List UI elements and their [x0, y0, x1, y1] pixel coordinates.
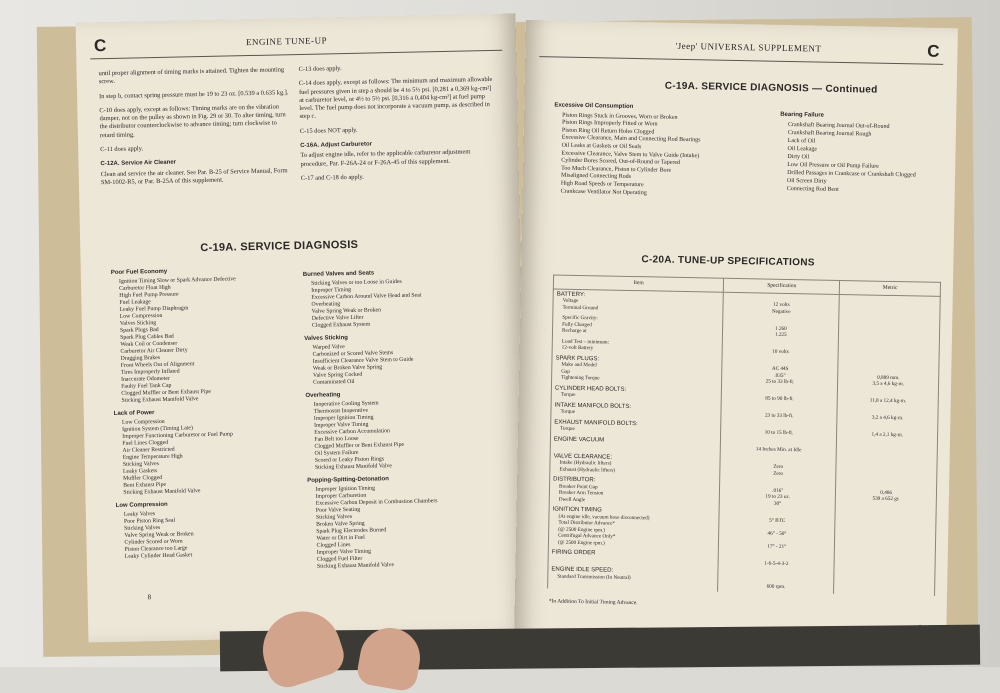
- spec-value: 1.260: [775, 325, 787, 332]
- list-item: Clogged Lines: [316, 542, 351, 549]
- list-item: Oil Leaks at Gaskets or Oil Seals: [561, 142, 642, 151]
- list-item: Improper Valve Timing: [313, 421, 369, 429]
- list-item: Crankshaft Bearing Journal Rough: [787, 129, 872, 138]
- spec-sub-label: Torque: [560, 425, 575, 432]
- metric-value-cell: [835, 510, 936, 555]
- subsection-title: C-12A. Service Air Cleaner: [100, 159, 177, 168]
- metric-value: 1,4 a 2,1 kg-m.: [871, 431, 904, 439]
- spec-value: 12 volts: [773, 301, 790, 309]
- spec-item-label: INTAKE MANIFOLD BOLTS:: [554, 402, 632, 410]
- subsection-title: Bearing Failure: [780, 111, 824, 119]
- spec-value-cell: [719, 478, 836, 510]
- list-item: Inaccurate Odometer: [120, 375, 170, 383]
- spec-item-label: VALVE CLEARANCE:: [553, 453, 613, 461]
- subsection-title: Excessive Oil Consumption: [554, 102, 634, 110]
- spec-sub-label: Breaker Arm Tension: [558, 489, 604, 497]
- metric-value-cell: [838, 341, 939, 360]
- paragraph: Clean and service the air cleaner. See Par. B-25 of Service Manual, Form SM-1002-R5, or Par. B-25A of this supplement.: [100, 166, 288, 187]
- spec-value: 1-6-5-4-3-2: [764, 560, 789, 567]
- diagnosis-category-title: Valves Sticking: [304, 335, 348, 342]
- list-item: Excessive Carbon Deposit in Combustion Chambers: [315, 498, 438, 507]
- spec-value-cell: [719, 508, 836, 553]
- right-page: [514, 20, 958, 648]
- page-number: 8: [147, 593, 152, 602]
- list-item: Poor Piston Ring Seal: [123, 517, 176, 525]
- list-item: Fuel Leakage: [119, 299, 151, 306]
- list-item: Ignition System (Timing Late): [122, 425, 193, 433]
- spec-item-cell: [552, 353, 723, 386]
- list-item: Front Wheels Out of Alignment: [120, 361, 195, 369]
- list-item: Carburetor Air Cleaner Dirty: [120, 347, 188, 355]
- list-item: Warped Valve: [312, 344, 345, 351]
- diagnosis-title: C-19A. SERVICE DIAGNOSIS: [200, 238, 359, 255]
- diagnosis-continued-title: C-19A. SERVICE DIAGNOSIS — Continued: [664, 80, 878, 96]
- metric-value: [842, 333, 936, 341]
- list-item: Crankshaft Bearing Journal Out-of-Round: [787, 121, 890, 130]
- list-item: Inoperative Cooling System: [313, 400, 379, 408]
- list-item: Improper Timing: [311, 286, 352, 294]
- spec-sub-label: Tightening Torque: [561, 374, 600, 382]
- bearing-failure-list: [787, 121, 950, 196]
- spacer: [838, 555, 932, 563]
- list-item: Fuel Lines Clogged: [122, 439, 169, 447]
- spec-sub-label: Gap: [561, 368, 570, 375]
- text-column-2: [299, 62, 498, 189]
- metric-value: [840, 472, 934, 480]
- spec-item-label: FIRING ORDER: [551, 549, 596, 557]
- metric-value: [843, 310, 937, 318]
- spec-sub-label: 12-volt Battery: [561, 344, 594, 352]
- spec-sub-label: Fully Charged: [562, 321, 592, 328]
- spec-item-label: ENGINE VACUUM: [553, 436, 605, 443]
- spec-value-cell: [721, 403, 837, 422]
- list-item: Leaky Valves: [123, 511, 156, 518]
- list-item: Valve Spring Weak or Broken: [311, 307, 382, 315]
- list-item: Drilled Passages in Crankcase or Crankshaft Clogged: [787, 169, 916, 179]
- spec-value: 10 to 15 lb-ft.: [764, 429, 794, 437]
- diagnosis-column-1: [111, 262, 297, 567]
- spec-item-label: CYLINDER HEAD BOLTS:: [554, 385, 627, 393]
- diagnosis-column-2: [303, 264, 505, 577]
- paragraph: C-13 does apply.: [298, 65, 342, 74]
- list-item: Thermostat Inoperative: [313, 407, 369, 415]
- spec-sub-label: Voltage: [562, 297, 579, 304]
- spec-sub-label: Total Distributor Advance*: [558, 519, 616, 527]
- list-item: Dragging Brakes: [120, 354, 161, 362]
- paragraph: until proper alignment of timing marks is attained. Tighten the mounting screw.: [98, 66, 285, 86]
- list-item: Sticking Exhaust Manifold Valve: [316, 562, 395, 570]
- spec-value: AC 44S: [771, 365, 789, 373]
- spec-item-cell: [548, 504, 719, 550]
- list-item: Piston Rings Stuck in Grooves, Worn or Broken: [562, 112, 678, 121]
- spec-sub-label: Standard Transmission (In Neutral): [557, 573, 631, 581]
- table-row: [548, 504, 936, 554]
- paragraph: C-14 does apply, except as follows: The minimum and maximum allowable fuel pressures given in step a should be 4 to 5½ psi. [0,281 a 0,369 kg-cm²] at carburetor level, or 4½ to 5½ psi. [0,316 a 0,404 kg-cm²] at fuel pump level. The fuel pump does not incorporate a vacuum pump, as described in step c.: [298, 76, 493, 121]
- list-item: Sticking Exhaust Manifold Valve: [314, 463, 392, 471]
- metric-value-cell: [837, 439, 938, 458]
- metric-value: 0,889 mm.: [877, 374, 900, 381]
- list-item: High Road Speeds or Temperature: [560, 180, 644, 189]
- column-header: Specification: [724, 278, 840, 294]
- list-item: Muffler Clogged: [123, 474, 163, 482]
- list-item: Excessive Carbon Around Valve Head and Seat: [311, 292, 422, 301]
- spec-value-cell: [718, 568, 835, 594]
- spec-sub-label: Make and Model: [561, 361, 597, 369]
- list-item: Leaky Fuel Pump Diaphragm: [119, 305, 189, 313]
- spec-value: 25 to 33 lb-ft.: [765, 378, 795, 386]
- left-page: [76, 13, 529, 642]
- metric-value-cell: [834, 553, 935, 572]
- list-item: Spark Plugs Bad: [119, 327, 159, 334]
- spec-sub-label: (At engine idle, vacuum hose disconnected): [558, 513, 650, 521]
- list-item: Carbonized or Scored Valve Stems: [312, 350, 394, 358]
- spacer: [840, 442, 934, 450]
- metric-value-cell: [838, 388, 939, 407]
- section-letter: C: [93, 36, 107, 56]
- tune-up-spec-table: [547, 274, 941, 595]
- bearing-failure-column: [779, 107, 951, 202]
- spec-sub-label: Recharge at: [561, 327, 587, 335]
- list-item: Valve Spring Cocked: [312, 371, 363, 379]
- list-item: Improper Ignition Timing: [315, 485, 376, 493]
- spec-sub-label: Torque: [560, 408, 576, 415]
- spec-value: 5° BTC: [769, 517, 786, 524]
- spec-sub-label: Torque: [560, 391, 576, 398]
- list-item: Spark Plug Electrodes Burned: [316, 527, 387, 535]
- diagnosis-category-title: Popping-Spitting-Detonation: [307, 476, 389, 484]
- list-item: Valve Spring Weak or Broken: [124, 531, 194, 539]
- spec-table-title: C-20A. TUNE-UP SPECIFICATIONS: [641, 254, 815, 269]
- diagnosis-list: [315, 483, 505, 571]
- spec-value-cell: [721, 386, 837, 405]
- metric-value-cell: [839, 318, 940, 343]
- metric-value-cell: [836, 480, 937, 512]
- spec-item-label: DISTRIBUTOR:: [553, 476, 596, 484]
- spec-value-cell: [723, 292, 840, 318]
- metric-value: 0,406: [880, 489, 893, 496]
- metric-value: 11,8 a 12,4 kg-m.: [869, 397, 907, 405]
- diagnosis-category-title: Burned Valves and Seats: [302, 270, 375, 278]
- spec-value: 46° - 50°: [767, 530, 787, 537]
- list-item: Clogged Muffler or Bent Exhaust Pipe: [314, 441, 405, 450]
- spec-sub-label: Dwell Angle: [558, 496, 586, 503]
- spec-value: Negative: [771, 308, 791, 315]
- list-item: Tires Improperly Inflated: [120, 368, 180, 376]
- list-item: Improper Carburetion: [315, 492, 367, 500]
- spec-value-cell: [723, 316, 840, 342]
- spec-value: 1.225: [774, 331, 787, 338]
- spec-item-label: BATTERY:: [556, 291, 586, 298]
- metric-value: [842, 350, 936, 358]
- list-item: Too Much Clearance, Piston to Cylinder Bore: [561, 165, 672, 174]
- list-item: Bent Exhaust Pipe: [123, 481, 167, 489]
- spec-sub-label: Breaker Point Gap: [558, 483, 598, 490]
- list-item: Water or Dirt in Fuel: [316, 534, 365, 542]
- metric-value: [837, 585, 931, 593]
- spec-value-cell: [720, 454, 837, 480]
- spec-value: 23 to 33 lb-ft.: [764, 412, 794, 420]
- spec-sub-label: Load Test – minimum:: [561, 338, 610, 346]
- list-item: Sticking Exhaust Manifold Valve: [121, 396, 199, 404]
- subsection-title: C-16A. Adjust Carburetor: [300, 141, 373, 150]
- spec-value: 10 volts: [772, 348, 789, 356]
- list-item: Contaminated Oil: [313, 378, 355, 386]
- spec-item-label: IGNITION TIMING: [552, 506, 602, 514]
- list-item: Cylinder Bores Scored, Out-of-Round or Tapered: [561, 157, 681, 167]
- spec-value: 17° - 21°: [767, 543, 787, 550]
- paragraph: C-11 does apply.: [100, 145, 144, 154]
- diagnosis-list: [312, 341, 501, 387]
- metric-value: [838, 545, 932, 553]
- list-item: Broken Valve Spring: [316, 520, 365, 528]
- page-header: ENGINE TUNE-UP: [245, 35, 328, 48]
- diagnosis-list: [119, 275, 294, 405]
- list-item: Connecting Rod Bent: [786, 185, 839, 193]
- spec-item-cell: [552, 312, 723, 339]
- metric-value: 539 a 652 gr.: [872, 495, 900, 503]
- list-item: Low Compression: [121, 418, 165, 426]
- diagnosis-list: [124, 508, 297, 561]
- header-rule: [90, 50, 502, 60]
- spec-item-label: EXHAUST MANIFOLD BOLTS:: [554, 419, 638, 427]
- paragraph: In step b, contact spring pressure must be 19 to 23 oz. [0.539 a 0.635 kg.].: [99, 88, 289, 100]
- metric-value-cell: [837, 405, 938, 424]
- list-item: High Fuel Pump Pressure: [119, 291, 179, 299]
- list-item: Low Compression: [119, 312, 163, 320]
- paragraph: C-15 does NOT apply.: [299, 126, 358, 135]
- list-item: Sticking Valves: [122, 461, 160, 468]
- spec-value: 14 Inches Min. at Idle: [755, 446, 802, 454]
- list-item: Oil System Failure: [314, 449, 359, 457]
- list-item: Defective Valve Lifter: [311, 314, 364, 322]
- spec-item-label: SPARK PLUGS:: [555, 355, 600, 362]
- column-header: Item: [553, 275, 723, 292]
- list-item: Insufficient Clearance Valve Stem to Guide: [312, 356, 414, 365]
- spec-value: 19 to 23 oz.: [765, 493, 790, 501]
- section-letter: C: [927, 41, 940, 61]
- spec-value: Zero: [773, 463, 784, 470]
- spec-sub-label: Specific Gravity:: [562, 314, 598, 322]
- list-item: Excessive Clearance, Valve Stem to Valve Guide (Intake): [561, 150, 700, 159]
- list-item: Clogged Exhaust System: [311, 321, 371, 329]
- list-item: Oil Leakage: [787, 145, 818, 153]
- spec-item-label: ENGINE IDLE SPEED:: [551, 566, 614, 574]
- list-item: Clogged Fuel Filter: [316, 555, 363, 563]
- diagnosis-category-title: Poor Fuel Economy: [110, 268, 168, 276]
- spec-value: .035": [774, 372, 786, 379]
- spec-sub-label: Intake (Hydraulic lifters): [559, 459, 612, 467]
- list-item: Improper Valve Timing: [316, 548, 372, 556]
- list-item: Engine Temperature High: [122, 453, 183, 461]
- list-item: Lack of Oil: [787, 137, 816, 145]
- list-item: Piston Ring Oil Return Holes Clogged: [561, 127, 655, 136]
- list-item: Misaligned Connecting Rods: [560, 172, 632, 181]
- list-item: Leaky Gaskets: [122, 468, 158, 475]
- metric-value: 3,2 a 4,6 kg-m.: [871, 414, 904, 422]
- list-item: Crankcase Ventilator Not Operating: [560, 188, 647, 196]
- paragraph: To adjust engine idle, refer to the applicable carburetor adjustment procedure, Par. F-26A-24 or F-26A-45 of this supplement.: [300, 148, 471, 168]
- metric-value-cell: [834, 570, 935, 595]
- list-item: Air Cleaner Restricted: [122, 446, 175, 454]
- metric-value: [839, 502, 933, 510]
- list-item: Leaky Cylinder Head Gasket: [124, 552, 193, 560]
- page-header: 'Jeep' UNIVERSAL SUPPLEMENT: [675, 40, 822, 54]
- list-item: Cylinder Scored or Worn: [124, 538, 183, 546]
- paragraph: C-10 does apply, except as follows: Timing marks are on the vibration damper, not on the pulley as shown in Fig. 29 or 30. To alter timing, turn the distributor counterclockwise to advance timing; turn clockwise to retard timing.: [99, 103, 286, 139]
- spec-item-cell: [553, 288, 724, 315]
- diagnosis-list: [311, 277, 500, 330]
- list-item: Piston Clearance too Large: [124, 545, 188, 553]
- spec-value-cell: [722, 356, 839, 388]
- metric-value-cell: [839, 294, 940, 320]
- list-item: Ignition Timing Slow or Spark Advance Defective: [118, 276, 236, 285]
- list-item: Valves Sticking: [119, 320, 157, 327]
- spec-value: 600 rpm.: [766, 583, 786, 590]
- list-item: Sticking Valves or too Loose in Guides: [311, 278, 402, 287]
- list-item: Carburetor Float High: [119, 284, 171, 292]
- list-item: Weak Coil or Condenser: [120, 340, 178, 348]
- text-column-1: [99, 66, 292, 193]
- spec-value: .016": [772, 487, 784, 494]
- column-header: Metric: [840, 280, 941, 295]
- list-item: Clogged Muffler or Bent Exhaust Pipe: [121, 388, 211, 397]
- list-item: Weak or Broken Valve Spring: [312, 364, 383, 372]
- list-item: Piston Rings Improperly Fitted or Worn: [561, 119, 658, 128]
- diagnosis-category-title: Low Compression: [115, 501, 168, 509]
- spec-sub-label: Terminal Ground: [562, 304, 599, 311]
- list-item: Fan Belt too Loose: [314, 435, 359, 443]
- spec-sub-label: (@ 2500 Engine rpm.): [557, 539, 605, 547]
- list-item: Spark Plug Cables Bad: [120, 333, 174, 341]
- list-item: Improper Ignition Timing: [313, 414, 374, 422]
- list-item: Excessive Clearance, Main and Connecting Rod Bearings: [561, 134, 701, 144]
- list-item: Faulty Fuel Tank Cap: [121, 382, 172, 390]
- list-item: Improper Functioning Carburetor or Fuel Pump: [122, 431, 233, 440]
- spec-value: 85 to 90 lb-ft.: [765, 395, 794, 403]
- list-item: Excessive Carbon Accumulation: [314, 428, 390, 436]
- list-item: Dirty Oil: [787, 153, 810, 161]
- paragraph: C-17 and C-18 do apply.: [300, 173, 364, 182]
- spec-item-cell: [550, 451, 721, 478]
- spec-item-cell: [548, 564, 719, 591]
- oil-consumption-list: [561, 112, 765, 199]
- diagnosis-list: [122, 416, 296, 497]
- list-item: Poor Valve Seating: [315, 506, 361, 514]
- diagnosis-category-title: Overheating: [305, 392, 341, 399]
- footnote: *In Addition To Initial Timing Advance.: [548, 598, 638, 607]
- metric-value: 3,5 a 4,6 kg-m.: [872, 380, 905, 388]
- list-item: Oil Screen Dirty: [786, 177, 827, 185]
- spec-value: 30°: [773, 500, 782, 507]
- spec-value: Zero: [773, 470, 784, 477]
- spec-sub-label: (@ 2500 Engine rpm.): [558, 526, 606, 534]
- metric-value-cell: [837, 422, 938, 441]
- diagnosis-category-title: Lack of Power: [113, 410, 155, 417]
- diagnosis-list: [314, 398, 503, 472]
- list-item: Sticking Valves: [315, 513, 353, 521]
- spec-item-cell: [549, 474, 720, 507]
- header-rule: [539, 56, 943, 65]
- metric-value-cell: [838, 358, 939, 390]
- list-item: Sticking Exhaust Manifold Valve: [123, 488, 201, 496]
- list-item: Low Oil Pressure or Oil Pump Failure: [787, 161, 879, 170]
- list-item: Sticking Valves: [124, 525, 161, 532]
- metric-value-cell: [836, 456, 937, 481]
- spec-sub-label: Exhaust (Hydraulic lifters): [559, 466, 616, 474]
- list-item: Overheating: [311, 301, 341, 308]
- list-item: Scored or Leaky Piston Rings: [314, 456, 385, 464]
- oil-consumption-column: [553, 98, 765, 205]
- spec-sub-label: Centrifugal Advance Only*: [558, 532, 616, 540]
